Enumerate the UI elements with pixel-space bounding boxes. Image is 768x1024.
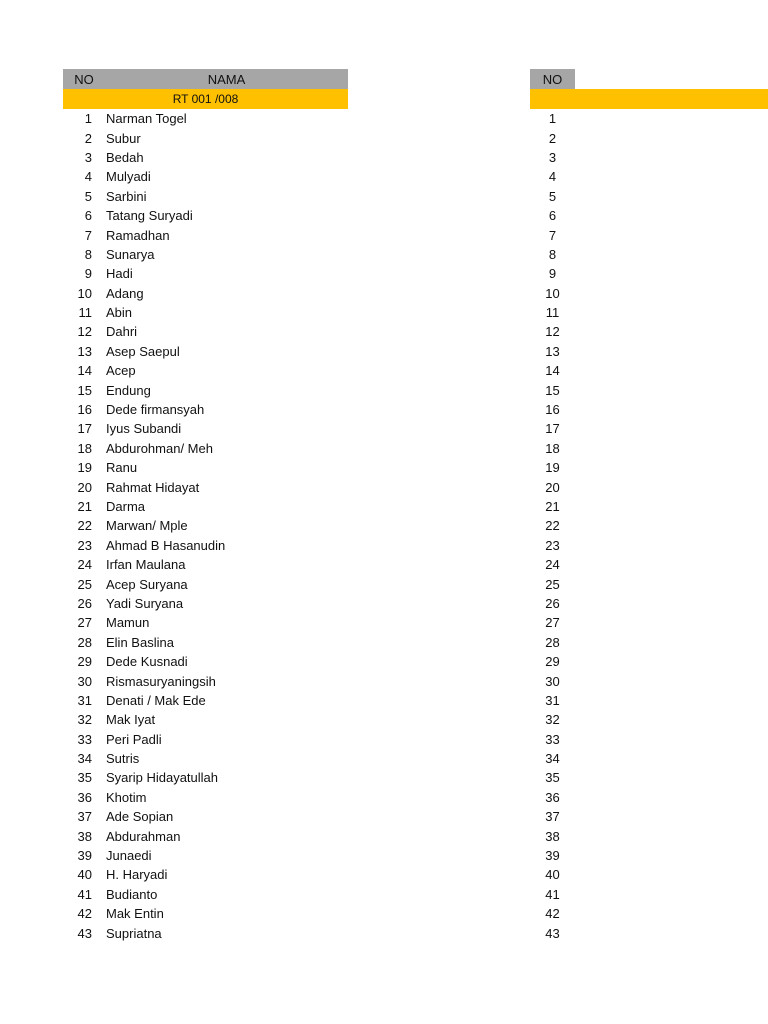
table-row — [530, 206, 768, 225]
row-number: 29 — [545, 654, 560, 670]
row-name: Yadi Suryana — [106, 595, 184, 611]
row-number: 12 — [77, 324, 92, 340]
row-number: 23 — [545, 537, 560, 553]
table-row — [530, 923, 768, 942]
row-name: Mamun — [106, 615, 150, 631]
row-number: 38 — [77, 828, 92, 844]
row-name: Ramadhan — [106, 227, 170, 243]
table-row — [530, 477, 768, 496]
row-number: 35 — [77, 770, 92, 786]
row-number: 28 — [77, 634, 92, 650]
table-row — [530, 245, 768, 264]
table-row — [530, 691, 768, 710]
row-number: 43 — [545, 925, 560, 941]
table-row — [63, 846, 348, 865]
row-number: 17 — [77, 421, 92, 437]
row-number: 7 — [84, 227, 92, 243]
table-row — [530, 148, 768, 167]
table-row — [63, 885, 348, 904]
table-row — [63, 264, 348, 283]
table-row — [63, 109, 348, 128]
row-number: 18 — [545, 440, 560, 456]
table-row — [530, 574, 768, 593]
row-name: Mulyadi — [106, 169, 151, 185]
row-number: 34 — [545, 751, 560, 767]
table-row — [63, 400, 348, 419]
row-name: Acep Suryana — [106, 576, 188, 592]
table-row — [530, 652, 768, 671]
row-name: H. Haryadi — [106, 867, 168, 883]
row-number: 30 — [545, 673, 560, 689]
row-number: 13 — [545, 343, 560, 359]
row-number: 39 — [77, 848, 92, 864]
row-number: 13 — [77, 343, 92, 359]
row-number: 12 — [545, 324, 560, 340]
row-number: 3 — [548, 149, 557, 165]
table-row — [63, 633, 348, 652]
row-number: 14 — [77, 363, 92, 379]
table-row — [530, 322, 768, 341]
table-row — [530, 730, 768, 749]
row-number: 39 — [545, 848, 560, 864]
table-row — [63, 613, 348, 632]
row-number: 41 — [545, 886, 560, 902]
table-row — [63, 904, 348, 923]
row-number: 7 — [548, 227, 557, 243]
row-number: 15 — [77, 382, 92, 398]
row-number: 36 — [77, 789, 92, 805]
table-row — [530, 671, 768, 690]
table-row — [530, 497, 768, 516]
table-row — [530, 865, 768, 884]
row-name: Narman Togel — [106, 111, 187, 127]
row-number: 26 — [77, 595, 92, 611]
row-name: Rahmat Hidayat — [106, 479, 200, 495]
table-row — [530, 885, 768, 904]
row-number: 16 — [77, 402, 92, 418]
row-name: Peri Padli — [106, 731, 162, 747]
table-row — [63, 807, 348, 826]
row-number: 31 — [77, 692, 92, 708]
row-number: 8 — [548, 246, 557, 262]
table-row — [530, 633, 768, 652]
row-name: Hadi — [106, 266, 133, 282]
row-number: 19 — [545, 460, 560, 476]
table-row — [63, 730, 348, 749]
table-row — [63, 594, 348, 613]
row-number: 38 — [545, 828, 560, 844]
table-row — [530, 904, 768, 923]
row-number: 25 — [77, 576, 92, 592]
table-row — [63, 303, 348, 322]
table-row — [63, 497, 348, 516]
table-row — [63, 439, 348, 458]
row-name: Adang — [106, 285, 144, 301]
row-name: Mak Iyat — [106, 712, 156, 728]
table-row — [63, 652, 348, 671]
table-row — [63, 574, 348, 593]
row-name: Sunarya — [106, 246, 155, 262]
row-name: Mak Entin — [106, 906, 164, 922]
row-name: Iyus Subandi — [106, 421, 182, 437]
row-name: Ranu — [106, 460, 138, 476]
table-row — [63, 536, 348, 555]
row-name: Denati / Mak Ede — [106, 692, 206, 708]
row-name: Endung — [106, 382, 151, 398]
table-row — [63, 477, 348, 496]
row-number: 33 — [545, 731, 560, 747]
table-row — [63, 458, 348, 477]
row-number: 17 — [545, 421, 560, 437]
row-number: 33 — [77, 731, 92, 747]
row-number: 20 — [545, 479, 560, 495]
row-number: 27 — [545, 615, 560, 631]
row-name: Ahmad B Hasanudin — [106, 537, 226, 553]
table-row — [530, 225, 768, 244]
right-table-rows — [530, 109, 768, 943]
row-name: Asep Saepul — [106, 343, 180, 359]
table-row — [530, 788, 768, 807]
table-row — [63, 923, 348, 942]
row-number: 32 — [77, 712, 92, 728]
row-name: Abdurahman — [106, 828, 181, 844]
table-row — [530, 439, 768, 458]
row-number: 30 — [77, 673, 92, 689]
table-row — [530, 109, 768, 128]
table-row — [530, 342, 768, 361]
row-number: 25 — [545, 576, 560, 592]
row-name: Ade Sopian — [106, 809, 174, 825]
table-row — [63, 187, 348, 206]
group-band-right — [530, 89, 768, 109]
row-number: 29 — [77, 654, 92, 670]
row-number: 9 — [548, 266, 557, 282]
row-name: Junaedi — [106, 848, 152, 864]
row-number: 2 — [548, 130, 557, 146]
row-number: 5 — [548, 188, 557, 204]
row-number: 19 — [77, 460, 92, 476]
table-row — [63, 148, 348, 167]
table-row — [63, 516, 348, 535]
table-row — [530, 128, 768, 147]
table-row — [530, 284, 768, 303]
row-number: 21 — [77, 499, 92, 514]
row-name: Bedah — [106, 149, 144, 165]
row-number: 2 — [84, 130, 92, 146]
row-name: Subur — [106, 130, 141, 146]
table-row — [530, 768, 768, 787]
row-name: Khotim — [106, 789, 147, 805]
table-row — [530, 807, 768, 826]
row-number: 11 — [78, 305, 92, 321]
row-name: Marwan/ Mple — [106, 518, 188, 534]
table-row — [63, 749, 348, 768]
row-number: 37 — [77, 809, 92, 825]
table-row — [63, 225, 348, 244]
row-number: 14 — [545, 363, 560, 379]
row-number: 23 — [77, 537, 92, 553]
row-number: 43 — [77, 925, 92, 941]
row-number: 6 — [84, 208, 92, 224]
table-row — [530, 536, 768, 555]
table-row — [63, 826, 348, 845]
group-label-band: RT 001 /008 — [63, 89, 348, 109]
table-row — [63, 555, 348, 574]
row-number: 28 — [545, 634, 560, 650]
row-number: 32 — [545, 712, 560, 728]
row-number: 11 — [545, 305, 560, 321]
column-header-no-right: NO — [530, 69, 575, 89]
column-header-nama: NAMA — [105, 69, 348, 89]
row-number: 37 — [545, 809, 560, 825]
table-row — [530, 380, 768, 399]
table-row — [530, 303, 768, 322]
row-number: 10 — [545, 285, 560, 301]
table-row — [530, 187, 768, 206]
row-name: Dahri — [106, 324, 138, 340]
table-row — [63, 128, 348, 147]
table-row — [63, 671, 348, 690]
table-row — [530, 361, 768, 380]
table-row — [530, 846, 768, 865]
row-number: 34 — [77, 751, 92, 767]
table-row — [530, 710, 768, 729]
table-row — [63, 865, 348, 884]
row-name: Abin — [106, 305, 133, 321]
left-table-rows — [63, 109, 348, 943]
row-number: 18 — [77, 440, 92, 456]
row-name: Irfan Maulana — [106, 557, 186, 573]
row-number: 1 — [548, 111, 557, 127]
row-number: 42 — [77, 906, 92, 922]
table-row — [63, 361, 348, 380]
row-number: 26 — [545, 595, 560, 611]
table-row — [63, 245, 348, 264]
table-row — [530, 516, 768, 535]
table-row — [63, 380, 348, 399]
table-row — [530, 419, 768, 438]
left-table-header — [63, 69, 348, 89]
table-row — [530, 594, 768, 613]
row-number: 40 — [545, 867, 560, 883]
row-name: Syarip Hidayatullah — [106, 770, 219, 786]
table-row — [63, 710, 348, 729]
table-row — [63, 322, 348, 341]
row-number: 22 — [545, 518, 560, 534]
table-row — [63, 768, 348, 787]
row-number: 40 — [77, 867, 92, 883]
column-header-no: NO — [63, 69, 105, 89]
table-row — [530, 826, 768, 845]
row-name: Sutris — [106, 751, 140, 767]
table-row — [63, 206, 348, 225]
row-number: 6 — [548, 208, 557, 224]
row-number: 4 — [84, 169, 92, 185]
table-row — [63, 167, 348, 186]
row-name: Dede firmansyah — [106, 402, 205, 418]
row-name: Darma — [106, 499, 146, 514]
row-number: 4 — [548, 169, 557, 185]
row-number: 22 — [77, 518, 92, 534]
row-number: 24 — [545, 557, 560, 573]
table-row — [530, 613, 768, 632]
left-table — [63, 69, 348, 943]
row-number: 27 — [77, 615, 92, 631]
table-row — [530, 555, 768, 574]
row-number: 15 — [545, 382, 560, 398]
table-row — [63, 788, 348, 807]
row-number: 21 — [545, 499, 560, 514]
row-name: Dede Kusnadi — [106, 654, 188, 670]
table-row — [530, 264, 768, 283]
table-row — [63, 284, 348, 303]
table-row — [63, 419, 348, 438]
row-number: 1 — [84, 111, 92, 127]
row-name: Sarbini — [106, 188, 147, 204]
right-table-header — [530, 69, 768, 89]
row-number: 9 — [84, 266, 92, 282]
row-name: Tatang Suryadi — [106, 208, 193, 224]
table-row — [63, 691, 348, 710]
row-number: 36 — [545, 789, 560, 805]
row-number: 35 — [545, 770, 560, 786]
row-number: 31 — [545, 692, 560, 708]
row-name: Acep — [106, 363, 136, 379]
row-number: 5 — [84, 188, 92, 204]
row-name: Elin Baslina — [106, 634, 174, 650]
row-number: 41 — [77, 886, 92, 902]
row-number: 20 — [77, 479, 92, 495]
table-row — [530, 400, 768, 419]
row-number: 8 — [84, 246, 92, 262]
right-table — [530, 69, 768, 943]
row-number: 42 — [545, 906, 560, 922]
row-number: 24 — [77, 557, 92, 573]
table-row — [530, 167, 768, 186]
table-row — [530, 749, 768, 768]
row-name: Budianto — [106, 886, 158, 902]
row-name: Rismasuryaningsih — [106, 673, 216, 689]
table-row — [530, 458, 768, 477]
row-name: Abdurohman/ Meh — [106, 440, 213, 456]
row-number: 3 — [84, 149, 92, 165]
row-number: 16 — [545, 402, 560, 418]
row-number: 10 — [77, 285, 92, 301]
table-row — [63, 342, 348, 361]
row-name: Supriatna — [106, 925, 162, 941]
